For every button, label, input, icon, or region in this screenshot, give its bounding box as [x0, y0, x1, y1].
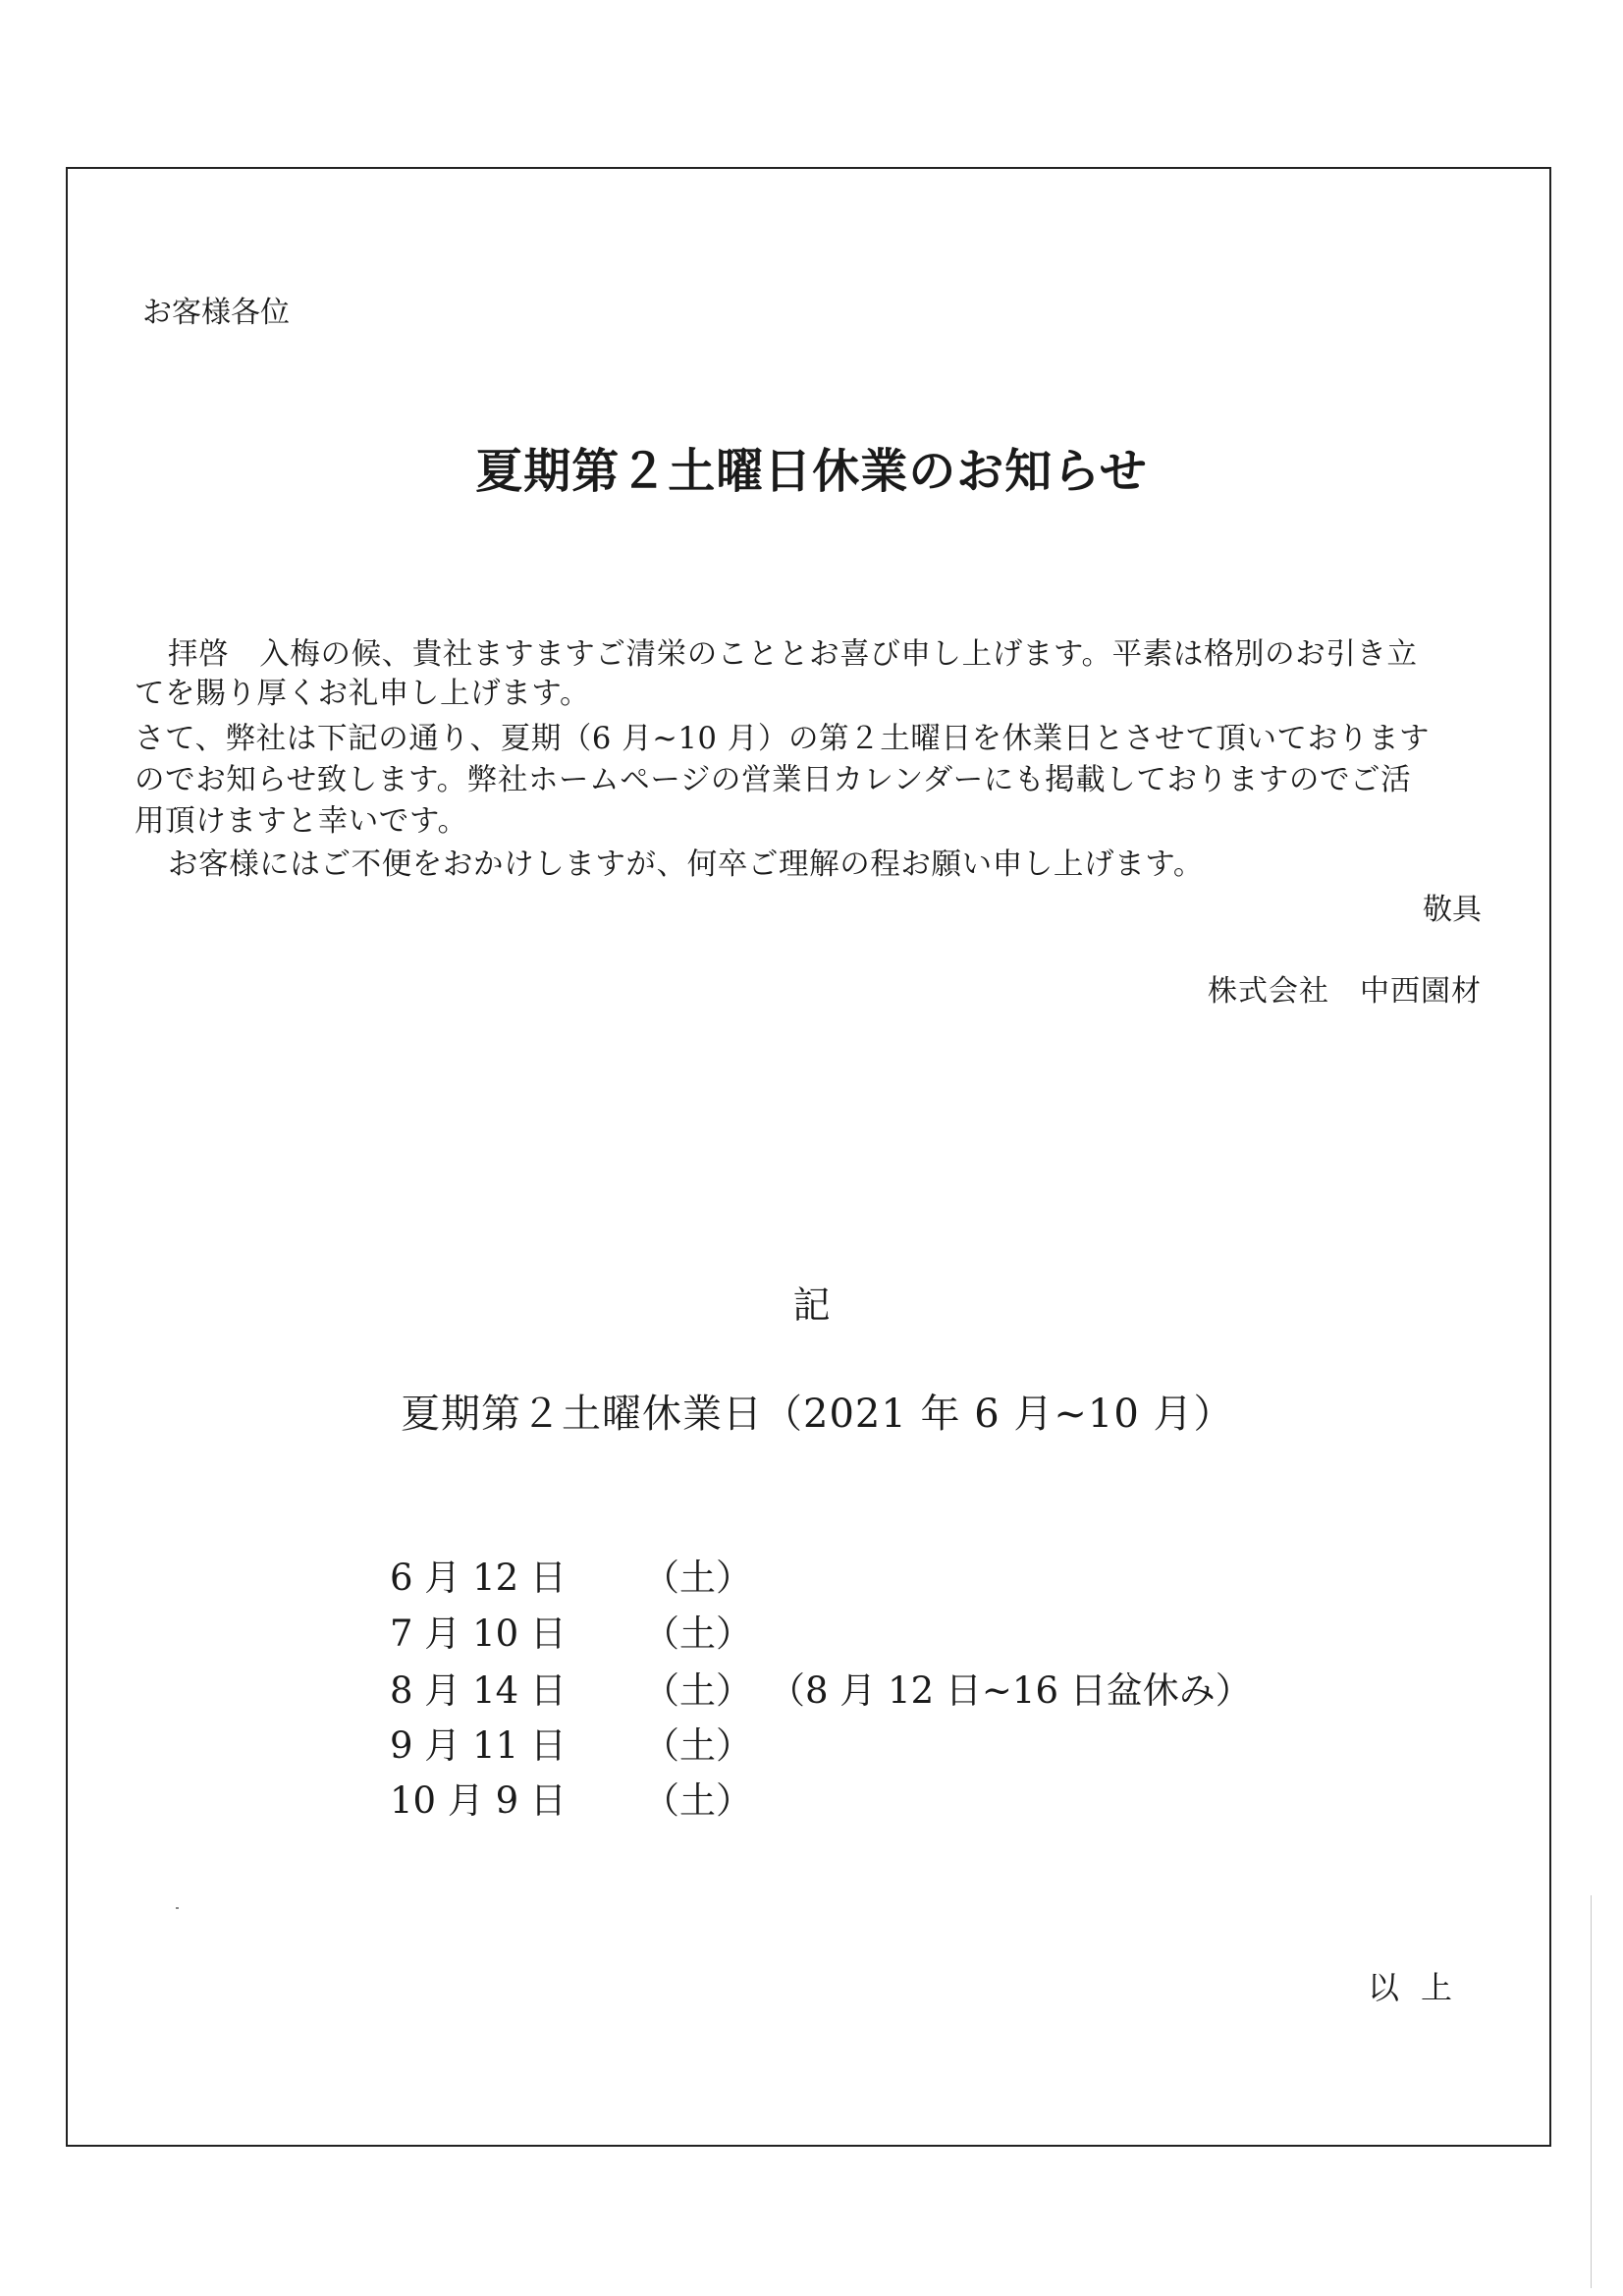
end-mark: 以上 [1367, 1969, 1474, 2006]
holiday-note: （8 月 12 日~16 日盆休み） [769, 1669, 1252, 1712]
holiday-weekday: （土） [643, 1779, 752, 1822]
closing-keigu: 敬具 [1423, 893, 1482, 927]
body-line-6: お客様にはご不便をおかけしますが、何卒ご理解の程お願い申し上げます。 [168, 847, 1204, 882]
holiday-date: 8 月 14 日 [390, 1669, 567, 1712]
body-line-2: てを賜り厚くお礼申し上げます。 [135, 677, 591, 711]
holiday-weekday: （土） [643, 1557, 752, 1599]
body-line-5: 用頂けますと幸いです。 [135, 804, 468, 839]
holiday-weekday: （土） [643, 1669, 752, 1712]
addressee: お客様各位 [142, 296, 290, 330]
holiday-date: 10 月 9 日 [390, 1779, 567, 1822]
body-line-4: のでお知らせ致します。弊社ホームページの営業日カレンダーにも掲載しておりますのでご活 [135, 763, 1412, 797]
holiday-list-title: 夏期第２土曜休業日（2021 年 6 月~10 月） [401, 1392, 1234, 1437]
scan-edge-line [1591, 1895, 1592, 2288]
company-name: 株式会社 中西園材 [1208, 974, 1482, 1009]
scan-speck [176, 1907, 179, 1909]
holiday-weekday: （土） [643, 1613, 752, 1655]
holiday-date: 6 月 12 日 [390, 1557, 567, 1599]
holiday-row [390, 1613, 769, 1655]
holiday-row [390, 1779, 769, 1822]
holiday-row [390, 1669, 1252, 1712]
holiday-weekday: （土） [643, 1724, 752, 1767]
holiday-date: 7 月 10 日 [390, 1613, 567, 1655]
ki-heading: 記 [792, 1284, 831, 1327]
holiday-row [390, 1557, 769, 1599]
holiday-date: 9 月 11 日 [390, 1724, 567, 1767]
body-line-3: さて、弊社は下記の通り、夏期（6 月~10 月）の第２土曜日を休業日とさせて頂いております [135, 722, 1431, 756]
notice-title: 夏期第２土曜日休業のお知らせ [475, 444, 1148, 499]
holiday-row [390, 1724, 769, 1767]
body-line-1: 拝啓 入梅の候、貴社ますますご清栄のこととお喜び申し上げます。平素は格別のお引き立 [168, 637, 1418, 672]
